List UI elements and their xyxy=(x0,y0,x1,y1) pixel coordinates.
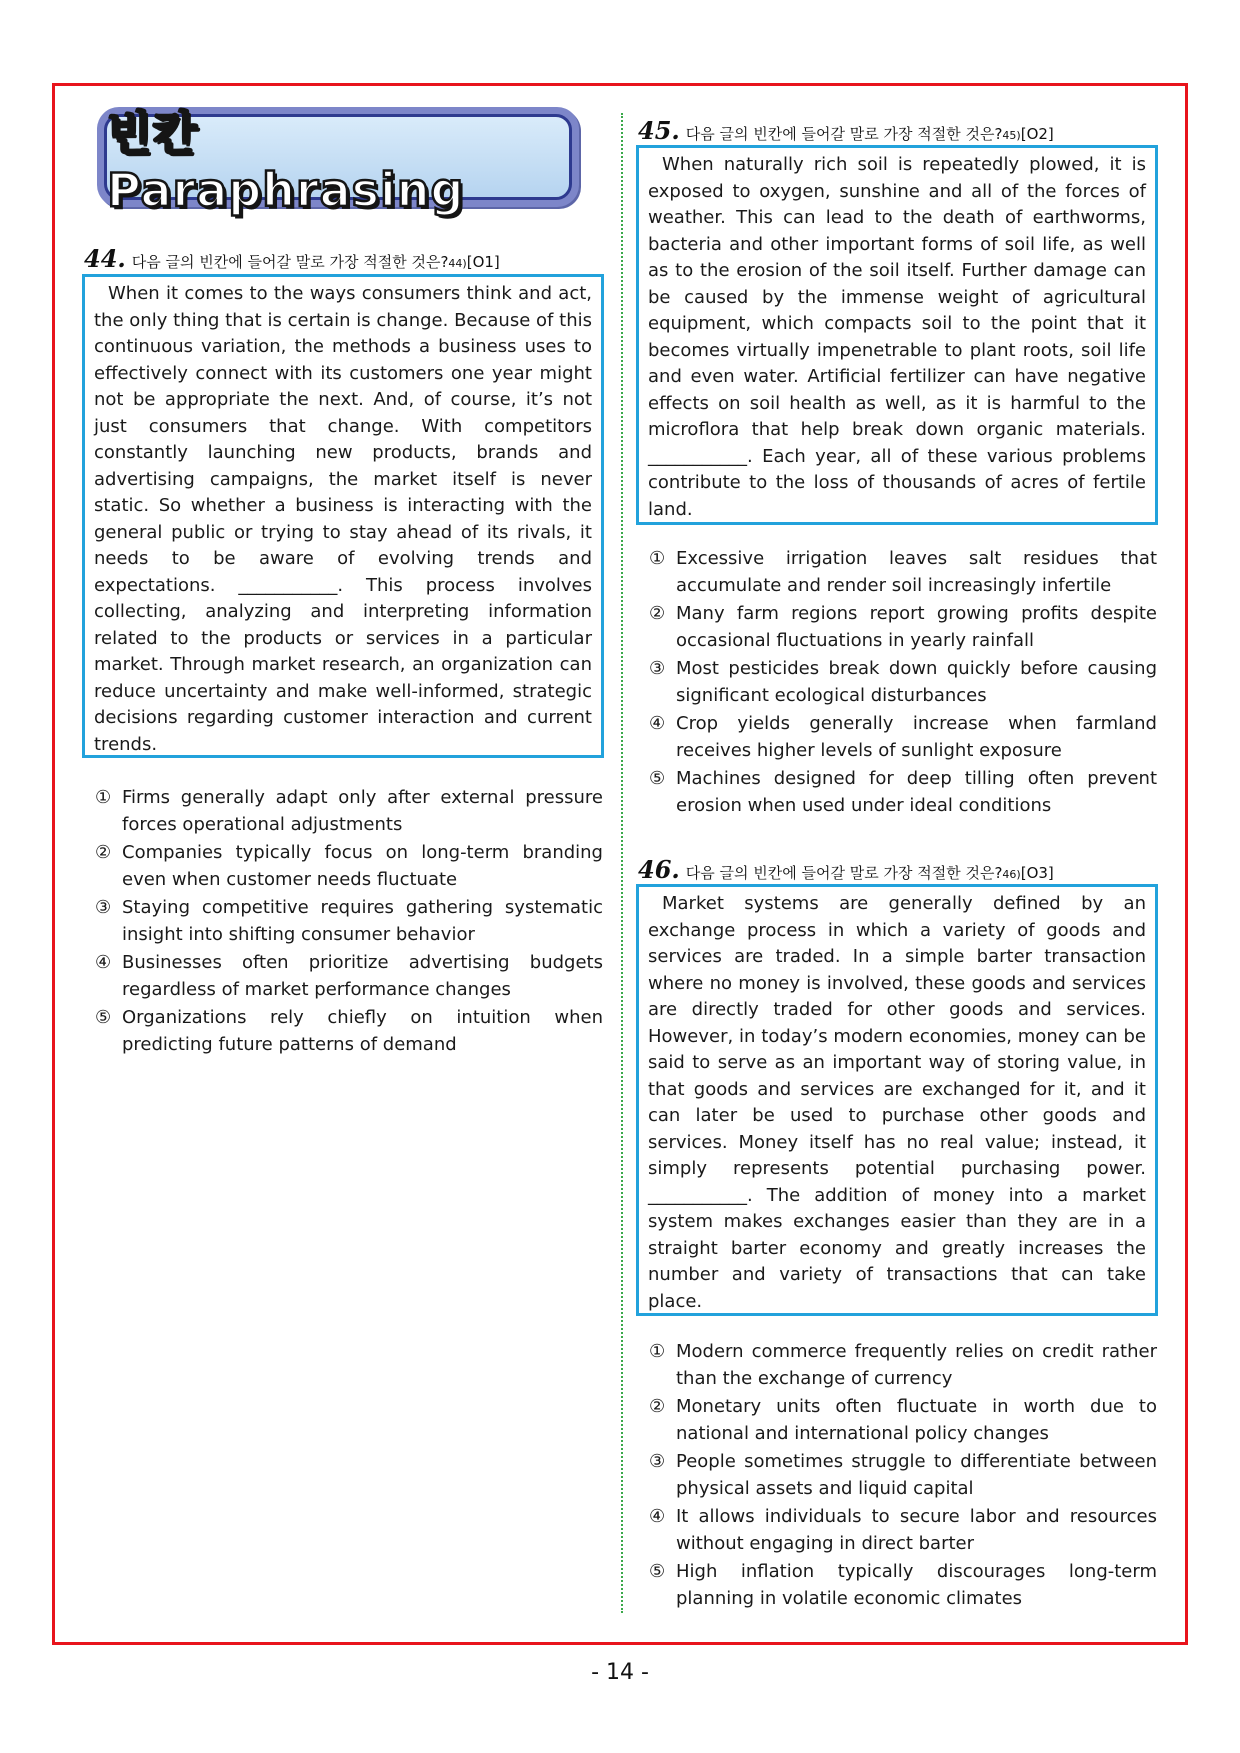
choice-list xyxy=(95,784,603,1059)
section-title-badge xyxy=(97,106,579,217)
choice-number: ② xyxy=(95,842,112,863)
question-prompt: 다음 글의 빈칸에 들어갈 말로 가장 적절한 것은? xyxy=(685,864,1003,882)
choice-number: ① xyxy=(649,548,666,569)
answer-choice[interactable] xyxy=(95,894,603,948)
passage-box xyxy=(636,884,1158,1316)
question-code: [O3] xyxy=(1020,864,1054,882)
question-number: 46. xyxy=(638,855,680,884)
passage-text: Market systems are generally defined by an exchange process in which a variety of goods and services are traded. In a simple barter transaction where no money is involved, these goods and services are directly traded for other goods and services. However, in today’s modern economies, money can be said to serve as an important way of storing value, in that goods and services are exchanged for it, and it can later be used to purchase other goods and services. Money itself has no real value; instead, it simply represents potential purchasing power. ___________. The addition of money into a market system makes exchanges easier than they are in a straight barter economy and greatly increases the number and variety of transactions that can take place. xyxy=(648,893,1146,1312)
choice-text: High inflation typically discourages long-term planning in volatile economic climates xyxy=(676,1561,1157,1609)
answer-choice[interactable] xyxy=(649,655,1157,709)
choice-list xyxy=(649,545,1157,820)
choice-text: Monetary units often fluctuate in worth due to national and international policy changes xyxy=(676,1396,1157,1444)
passage-box xyxy=(636,145,1158,525)
choice-text: Many farm regions report growing profits despite occasional fluctuations in yearly rainfall xyxy=(676,603,1157,651)
choice-text: Companies typically focus on long-term branding even when customer needs fluctuate xyxy=(122,842,603,890)
choice-text: Organizations rely chiefly on intuition when predicting future patterns of demand xyxy=(122,1007,603,1055)
choice-text: Firms generally adapt only after external pressure forces operational adjustments xyxy=(122,787,603,835)
footnote-marker: 44) xyxy=(448,257,467,270)
question-header xyxy=(638,116,1054,145)
answer-choice[interactable] xyxy=(95,784,603,838)
question-prompt: 다음 글의 빈칸에 들어갈 말로 가장 적절한 것은? xyxy=(685,125,1003,143)
choice-number: ② xyxy=(649,603,666,624)
choice-number: ④ xyxy=(95,952,112,973)
answer-choice[interactable] xyxy=(95,839,603,893)
choice-number: ③ xyxy=(649,1451,666,1472)
choice-text: People sometimes struggle to differentiate between physical assets and liquid capital xyxy=(676,1451,1157,1499)
answer-choice[interactable] xyxy=(95,949,603,1003)
passage-text: When it comes to the ways consumers think and act, the only thing that is certain is change. Because of this continuous variation, the methods a business uses to effectively connect with its customers one year might not be appropriate the next. And, of course, it’s not just consumers that change. With competitors constantly launching new products, brands and advertising campaigns, the market itself is never static. So whether a business is interacting with the general public or trying to stay ahead of its rivals, it needs to be aware of evolving trends and expectations. ___________. This process involves collecting, analyzing and interpreting information related to the products or services in a particular market. Through market research, an organization can reduce uncertainty and make well-informed, strategic decisions regarding customer interaction and current trends. xyxy=(94,283,592,755)
answer-choice[interactable] xyxy=(649,1503,1157,1557)
answer-choice[interactable] xyxy=(649,1338,1157,1392)
choice-text: Crop yields generally increase when farmland receives higher levels of sunlight exposure xyxy=(676,713,1157,761)
question-prompt: 다음 글의 빈칸에 들어갈 말로 가장 적절한 것은? xyxy=(131,253,449,271)
answer-choice[interactable] xyxy=(649,710,1157,764)
answer-choice[interactable] xyxy=(649,1558,1157,1612)
choice-number: ⑤ xyxy=(649,1561,666,1582)
choice-number: ③ xyxy=(649,658,666,679)
section-title: 빈칸 Paraphrasing xyxy=(107,106,465,217)
choice-text: Machines designed for deep tilling often prevent erosion when used under ideal conditions xyxy=(676,768,1157,816)
column-divider xyxy=(621,113,623,1613)
answer-choice[interactable] xyxy=(649,1393,1157,1447)
question-number: 45. xyxy=(638,116,680,145)
choice-text: Staying competitive requires gathering systematic insight into shifting consumer behavior xyxy=(122,897,603,945)
passage-box xyxy=(82,274,604,758)
answer-choice[interactable] xyxy=(649,600,1157,654)
answer-choice[interactable] xyxy=(649,1448,1157,1502)
question-code: [O1] xyxy=(466,253,500,271)
section-title-inner xyxy=(104,106,572,217)
answer-choice[interactable] xyxy=(95,1004,603,1058)
choice-text: It allows individuals to secure labor and resources without engaging in direct barter xyxy=(676,1506,1157,1554)
choice-number: ⑤ xyxy=(649,768,666,789)
choice-number: ① xyxy=(649,1341,666,1362)
question-number: 44. xyxy=(84,244,126,273)
choice-number: ④ xyxy=(649,713,666,734)
question-code: [O2] xyxy=(1020,125,1054,143)
choice-number: ⑤ xyxy=(95,1007,112,1028)
passage-text: When naturally rich soil is repeatedly plowed, it is exposed to oxygen, sunshine and all of the forces of weather. This can lead to the death of earthworms, bacteria and other important forms of soil life, as well as to the erosion of the soil itself. Further damage can be caused by the immense weight of agricultural equipment, which compacts soil to the point that it becomes virtually impenetrable to plant roots, soil life and even water. Artificial fertilizer can have negative effects on soil health as well, as it is harmful to the microflora that help break down organic materials. ___________. Each year, all of these various problems contribute to the loss of thousands of acres of fertile land. xyxy=(648,154,1146,520)
question-header xyxy=(638,855,1054,884)
choice-text: Excessive irrigation leaves salt residues that accumulate and render soil increasingly infertile xyxy=(676,548,1157,596)
choice-number: ③ xyxy=(95,897,112,918)
choice-number: ④ xyxy=(649,1506,666,1527)
footnote-marker: 45) xyxy=(1002,129,1021,142)
answer-choice[interactable] xyxy=(649,545,1157,599)
choice-number: ① xyxy=(95,787,112,808)
answer-choice[interactable] xyxy=(649,765,1157,819)
choice-text: Most pesticides break down quickly before causing significant ecological disturbances xyxy=(676,658,1157,706)
footnote-marker: 46) xyxy=(1002,868,1021,881)
choice-list xyxy=(649,1338,1157,1613)
page-number: - 14 - xyxy=(591,1660,649,1685)
choice-text: Modern commerce frequently relies on credit rather than the exchange of currency xyxy=(676,1341,1157,1389)
question-header xyxy=(84,244,500,273)
choice-number: ② xyxy=(649,1396,666,1417)
choice-text: Businesses often prioritize advertising budgets regardless of market performance changes xyxy=(122,952,603,1000)
